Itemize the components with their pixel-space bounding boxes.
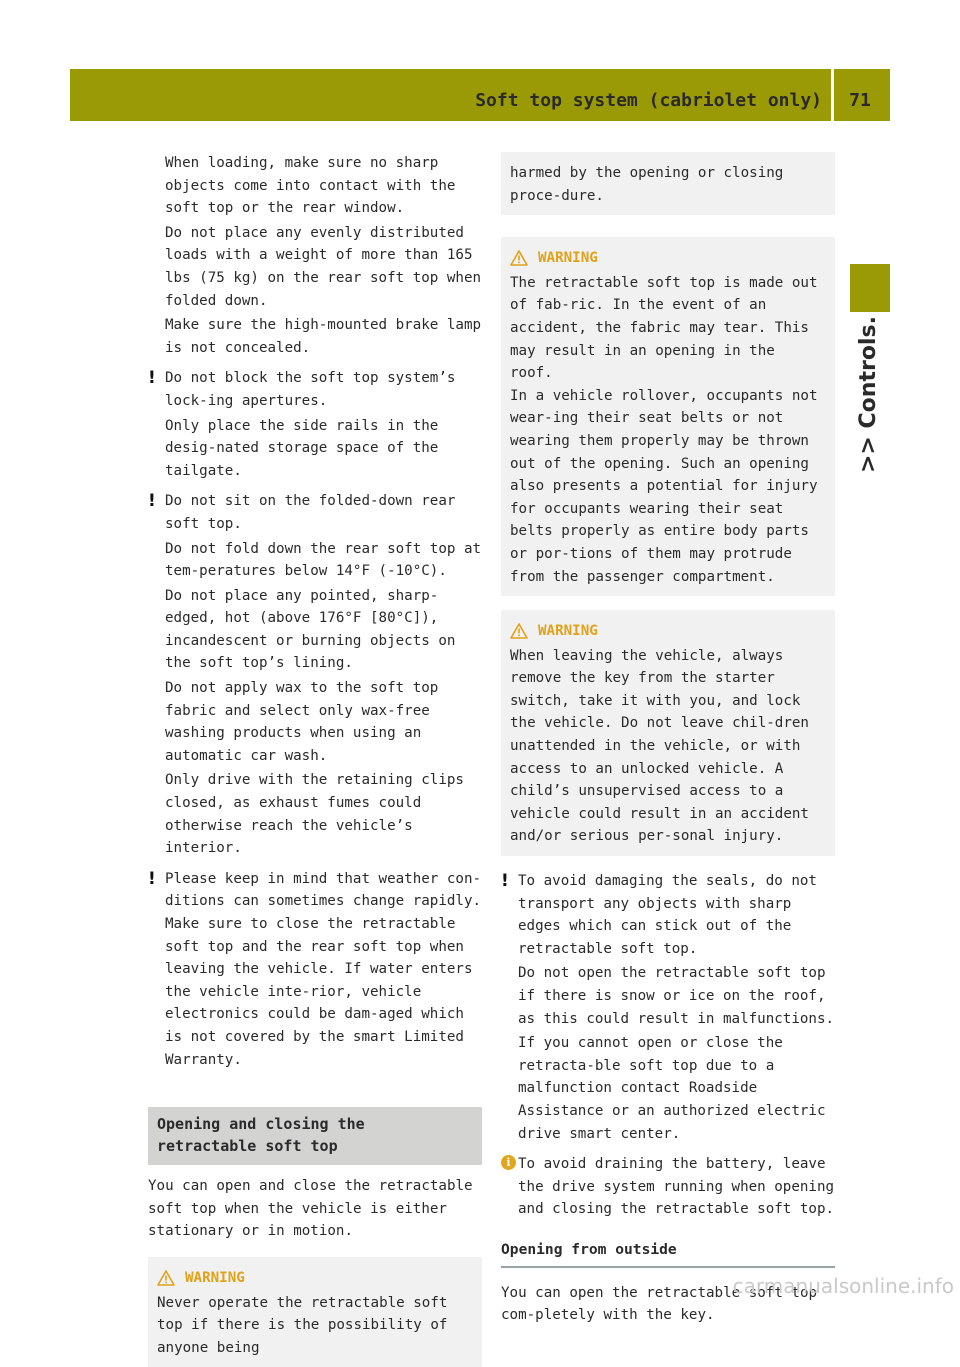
paragraph: Never operate the retractable soft top if there is the possibility of anyone being bbox=[157, 1294, 448, 1356]
warning-box bbox=[501, 610, 835, 856]
warning-triangle-icon bbox=[510, 250, 528, 266]
paragraph: Do not sit on the folded-down rear soft top. bbox=[165, 493, 456, 532]
paragraph: When leaving the vehicle, always remove the key from the starter switch, take it with you, and lock the vehicle. Do not leave chil-dren unattended in the vehicle, or with access to an unlocked vehicle. A child’s unsupervised access to a vehicle could result in an accident and/or serious per-sonal injury. bbox=[510, 647, 809, 845]
intro-block bbox=[148, 152, 482, 359]
page-header-title: Soft top system (cabriolet only) bbox=[475, 90, 822, 111]
paragraph: The retractable soft top is made out of fab-ric. In the event of an accident, the fabric may tear. This may result in an opening in the roof. bbox=[510, 274, 818, 382]
paragraph: Do not block the soft top system’s lock-ing apertures. bbox=[165, 370, 456, 409]
chapter-label: >> Controls. bbox=[856, 316, 881, 473]
paragraph: harmed by the opening or closing proce-dure. bbox=[510, 165, 784, 204]
paragraph: Only drive with the retaining clips closed, as exhaust fumes could otherwise reach the vehicle’s interior. bbox=[165, 772, 464, 857]
paragraph: Do not open the retractable soft top if there is snow or ice on the roof, as this could result in malfunctions. bbox=[518, 965, 835, 1027]
exclamation-icon: ! bbox=[501, 871, 509, 892]
paragraph: Do not apply wax to the soft top fabric and select only wax-free washing products when using an automatic car wash. bbox=[165, 680, 439, 764]
footer-watermark: carmanualsonline.info bbox=[732, 1274, 954, 1299]
paragraph: In a vehicle rollover, occupants not wear-ing their seat belts or not wearing them properly may be thrown out of the opening. Such an opening also presents a potential for injury for occupants wearing their seat belts properly as entire body parts or por-tions of them may protrude from the passenger compartment. bbox=[510, 387, 818, 585]
warning-label: WARNING bbox=[538, 250, 598, 267]
warning-continuation-box bbox=[501, 152, 835, 215]
warning-title bbox=[510, 620, 826, 643]
section-heading: Opening and closing the retractable soft top bbox=[148, 1107, 482, 1165]
paragraph: To avoid draining the battery, leave the drive system running when opening and closing the retractable soft top. bbox=[518, 1156, 835, 1218]
caution-note bbox=[148, 490, 482, 860]
paragraph: Do not place any pointed, sharp-edged, hot (above 176°F [80°C]), incandescent or burning objects on the soft top’s lining. bbox=[165, 587, 456, 672]
warning-title bbox=[157, 1267, 473, 1290]
warning-title bbox=[510, 247, 826, 270]
subsection-heading: Opening from outside bbox=[501, 1239, 835, 1268]
info-note bbox=[501, 1153, 835, 1221]
caution-note bbox=[148, 868, 482, 1071]
warning-triangle-icon bbox=[157, 1270, 175, 1286]
warning-triangle-icon bbox=[510, 623, 528, 639]
exclamation-icon: ! bbox=[148, 491, 156, 512]
info-icon: i bbox=[501, 1155, 516, 1170]
paragraph: Please keep in mind that weather con-ditions can sometimes change rapidly. Make sure to close the retractable soft top and the rear soft top when leaving the vehicle. If water enters the vehicle inte-rior, vehicle electronics could be dam-aged which is not covered by the smart Limited Warranty. bbox=[165, 870, 482, 1068]
paragraph: You can open the retractable soft top com-pletely with the key. bbox=[501, 1284, 818, 1324]
paragraph: Make sure the high-mounted brake lamp is not concealed. bbox=[165, 317, 482, 356]
left-column bbox=[148, 152, 482, 1367]
exclamation-icon: ! bbox=[148, 368, 156, 389]
paragraph: When loading, make sure no sharp objects come into contact with the soft top or the rear window. bbox=[165, 155, 456, 217]
paragraph: You can open and close the retractable soft top when the vehicle is either stationary or in motion. bbox=[148, 1178, 473, 1240]
chapter-tab bbox=[850, 264, 890, 312]
paragraph: Do not place any evenly distributed loads with a weight of more than 165 lbs (75 kg) on the rear soft top when folded down. bbox=[165, 224, 482, 309]
warning-box bbox=[148, 1257, 482, 1367]
caution-note bbox=[148, 367, 482, 482]
header-divider bbox=[831, 69, 834, 121]
exclamation-icon: ! bbox=[148, 868, 156, 889]
warning-box bbox=[501, 237, 835, 596]
right-column bbox=[501, 152, 835, 1327]
paragraph: Only place the side rails in the desig-nated storage space of the tailgate. bbox=[165, 417, 439, 479]
warning-label: WARNING bbox=[538, 623, 598, 640]
paragraph: Do not fold down the rear soft top at tem-peratures below 14°F (‑10°C). bbox=[165, 540, 482, 580]
page-number: 71 bbox=[849, 90, 871, 111]
paragraph: To avoid damaging the seals, do not transport any objects with sharp edges which can stick out of the retractable soft top. bbox=[518, 873, 817, 957]
paragraph: If you cannot open or close the retracta-ble soft top due to a malfunction contact Roadside Assistance or an authorized electric drive smart center. bbox=[518, 1035, 826, 1142]
caution-note bbox=[501, 870, 835, 1145]
warning-label: WARNING bbox=[185, 1269, 245, 1286]
